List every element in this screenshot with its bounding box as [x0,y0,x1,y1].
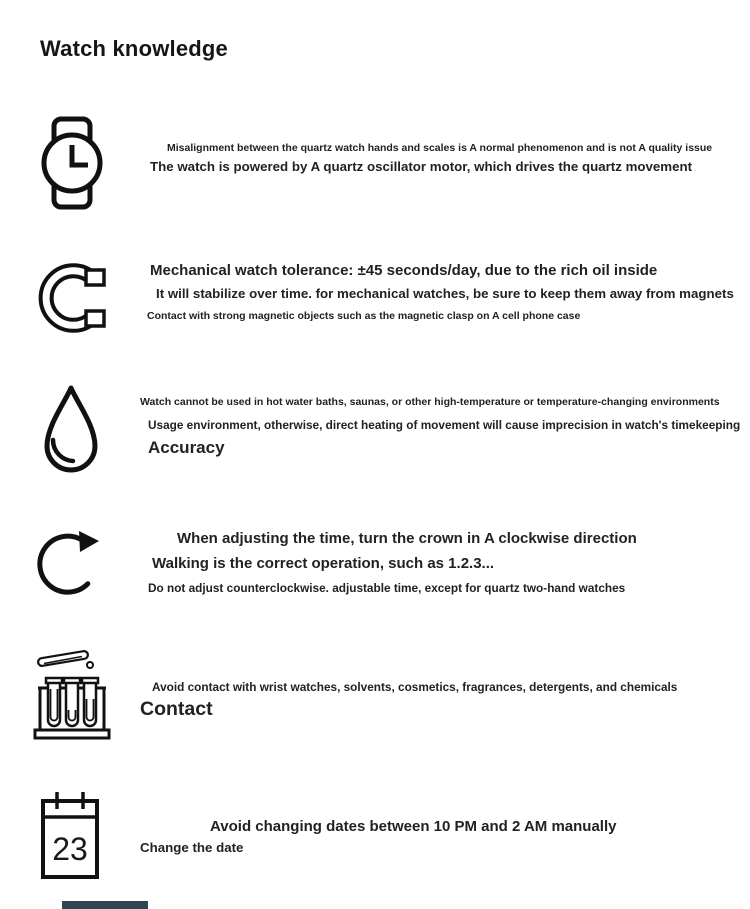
info-line: Change the date [140,840,244,855]
magnet-icon [36,260,108,336]
info-line: Contact [140,698,213,720]
test-tubes-icon [32,642,112,746]
info-line: Walking is the correct operation, such as 1.2.3... [152,555,495,572]
info-line: Watch cannot be used in hot water baths, saunas, or other high-temperature or temperature-changing environments [140,396,720,408]
info-line: Usage environment, otherwise, direct heating of movement will cause imprecision in watch's timekeeping [148,418,741,432]
calendar-icon [36,788,104,886]
info-line: Accuracy [148,438,225,457]
page-title: Watch knowledge [40,36,228,61]
clockwise-rotation-icon [34,518,106,602]
info-line: Mechanical watch tolerance: ±45 seconds/day, due to the rich oil inside [150,262,658,279]
water-drop-icon [36,382,106,480]
info-line: Avoid changing dates between 10 PM and 2 AM manually [210,818,617,835]
info-line: It will stabilize over time. for mechanical watches, be sure to keep them away from magnets [156,286,734,301]
info-line: Do not adjust counterclockwise. adjustable time, except for quartz two-hand watches [148,581,626,595]
info-line: Misalignment between the quartz watch hands and scales is A normal phenomenon and is not A quality issue [167,142,713,154]
wrist-watch-icon [38,114,106,212]
info-line: Contact with strong magnetic objects such as the magnetic clasp on A cell phone case [147,310,581,322]
cutoff-dark-bar [62,901,148,909]
info-line: Avoid contact with wrist watches, solvents, cosmetics, fragrances, detergents, and chemicals [152,680,678,694]
calendar-day-number: 23 [52,831,88,867]
info-line: The watch is powered by A quartz oscillator motor, which drives the quartz movement [150,159,693,174]
info-line: When adjusting the time, turn the crown in A clockwise direction [177,530,637,547]
